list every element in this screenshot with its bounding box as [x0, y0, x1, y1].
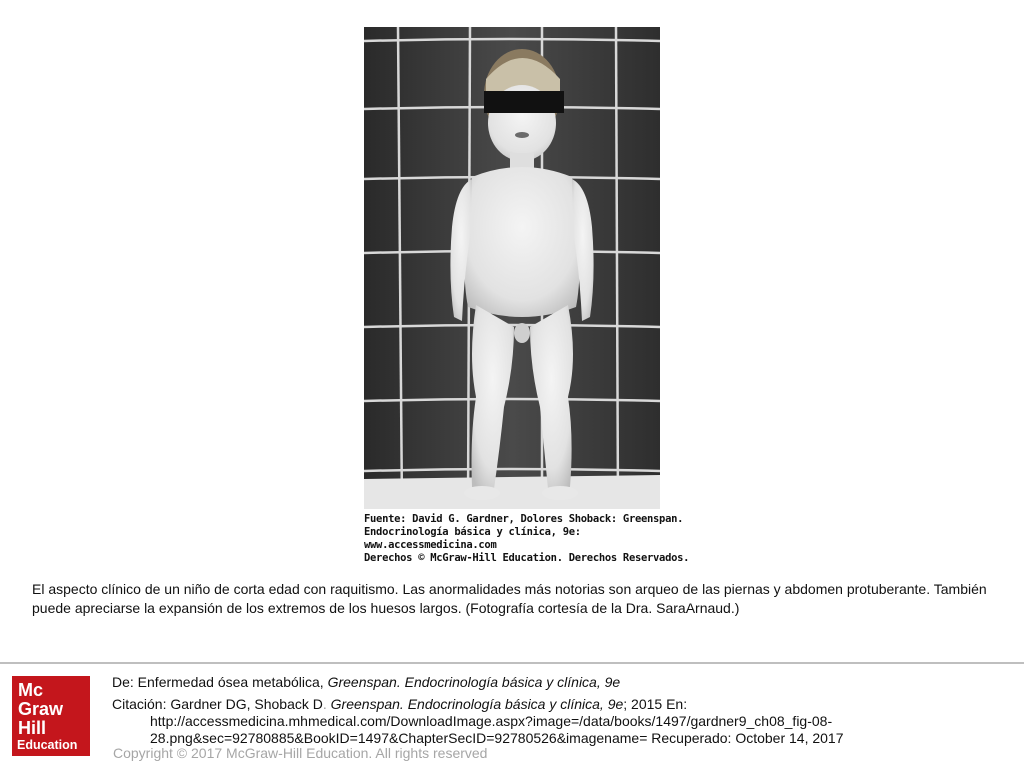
logo-line: Hill: [18, 718, 47, 738]
book-title: Greenspan. Endocrinología básica y clínica, 9e: [327, 674, 621, 690]
figure-source-line: Endocrinología básica y clínica, 9e:: [364, 526, 581, 538]
citation-dot: .: [322, 696, 327, 712]
copyright-notice: Copyright © 2017 McGraw-Hill Education. All rights reserved: [113, 745, 488, 761]
source-chapter-label: De: Enfermedad ósea metabólica,: [112, 674, 328, 690]
figure-caption: [32, 580, 1022, 618]
citation-year: ; 2015 En:: [623, 696, 688, 712]
caption-line: El aspecto clínico de un niño de corta edad con raquitismo. Las anormalidades más notorias son arqueo de las piernas y abdomen protuberante. También: [32, 581, 987, 597]
citation-line: [112, 696, 1012, 713]
logo-line: Mc: [18, 680, 44, 700]
citation-book-title: Greenspan. Endocrinología básica y clínica, 9e: [326, 696, 624, 712]
logo-line: Education: [17, 738, 78, 752]
mcgraw-hill-education-logo: [12, 676, 90, 756]
figure: [364, 27, 690, 575]
logo-line: Graw: [18, 699, 64, 719]
clinical-photo: [364, 27, 660, 509]
figure-source-line: www.accessmedicina.com: [364, 539, 497, 551]
citation-block: [112, 674, 1012, 747]
citation-authors: Citación: Gardner DG, Shoback D: [112, 696, 323, 712]
footer-divider: [0, 662, 1024, 664]
source-chapter: [112, 674, 1012, 691]
figure-source-line: Derechos © McGraw-Hill Education. Derechos Reservados.: [364, 552, 690, 564]
figure-source-credit: [364, 513, 690, 565]
clinical-photo-illustration: [364, 27, 660, 509]
citation-url-line[interactable]: http://accessmedicina.mhmedical.com/DownloadImage.aspx?image=/data/books/1497/gardner9_ch08_fig-08-: [150, 713, 833, 729]
caption-line: puede apreciarse la expansión de los extremos de los huesos largos. (Fotografía cortesía de la Dra. SaraArnaud.): [32, 600, 740, 616]
figure-source-line: Fuente: David G. Gardner, Dolores Shoback: Greenspan.: [364, 513, 684, 525]
citation-url-line[interactable]: 28.png&sec=92780885&BookID=1497&ChapterSecID=92780526&imagename= Recuperado: October 14, 2017: [150, 730, 844, 746]
